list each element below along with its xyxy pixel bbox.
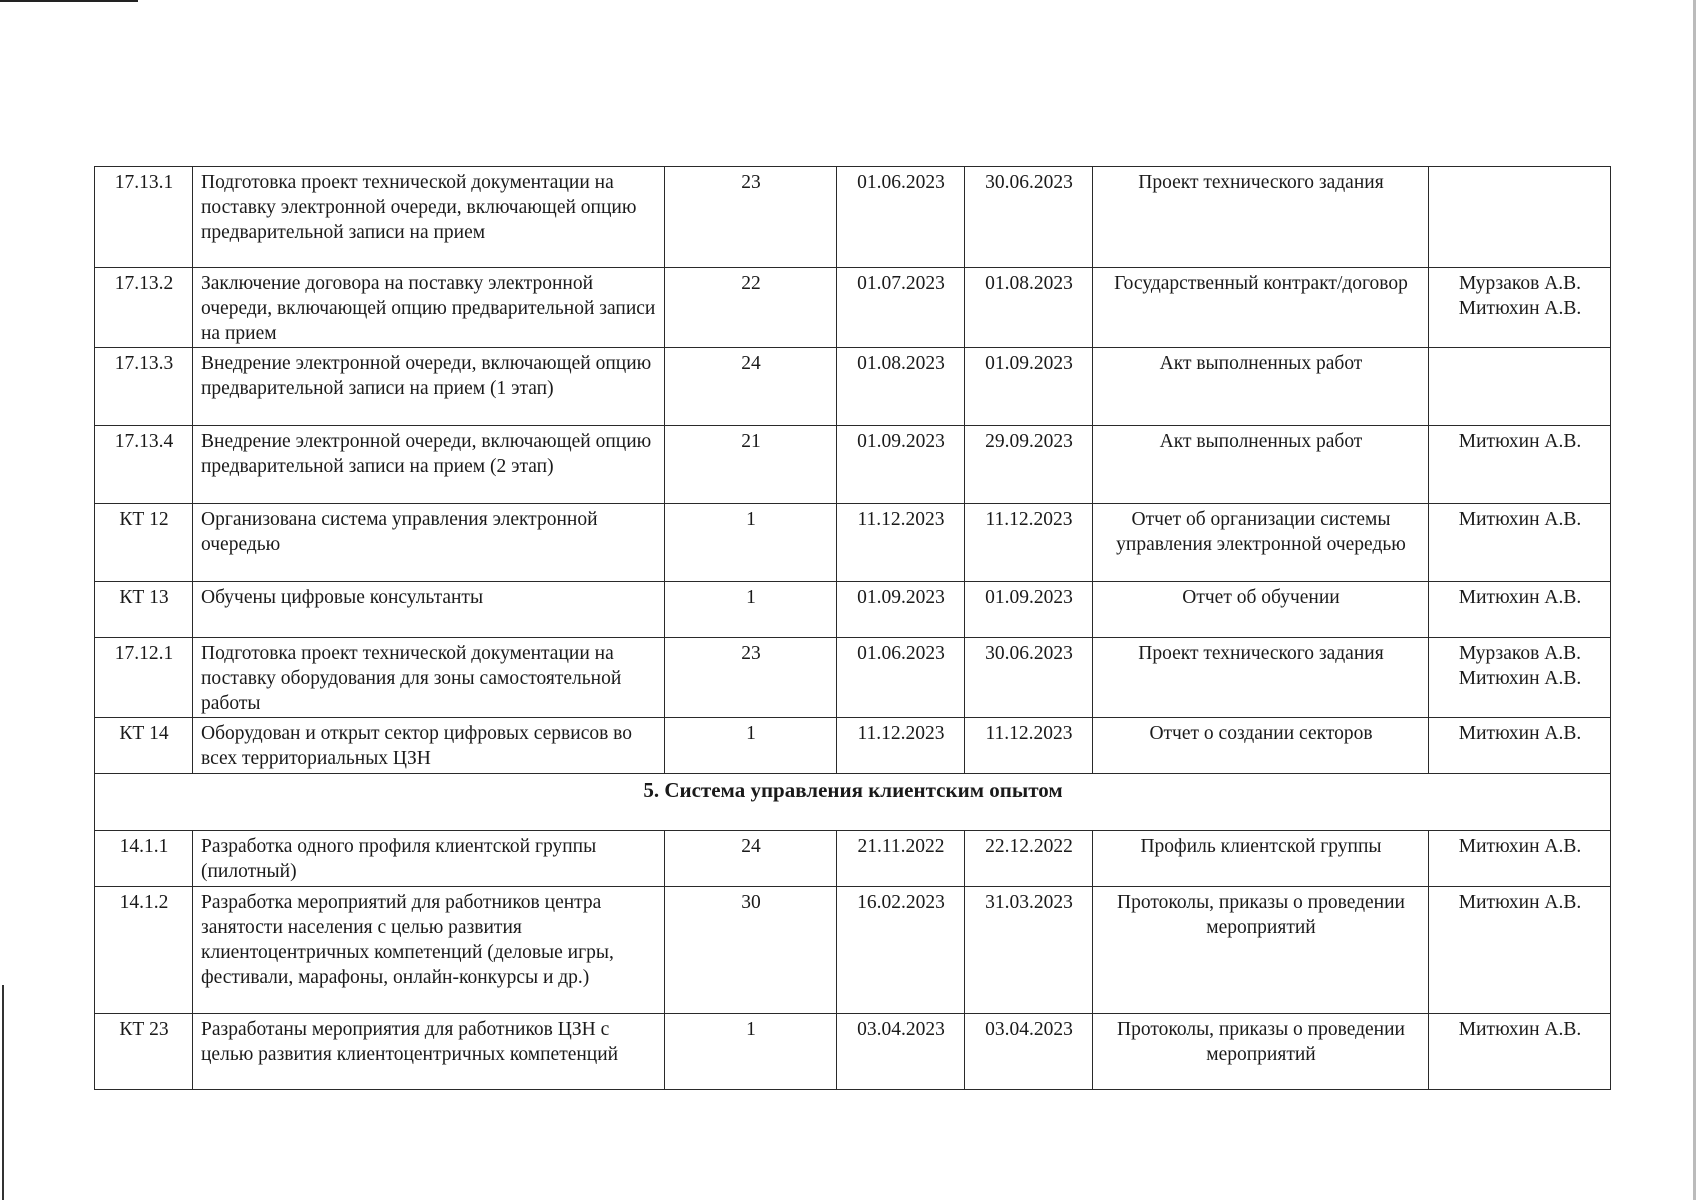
end-date: 11.12.2023 [965,718,1093,774]
end-date: 29.09.2023 [965,426,1093,504]
task-name: Внедрение электронной очереди, включающей опцию предварительной записи на прием (1 этап) [193,348,665,426]
start-date: 21.11.2022 [837,831,965,887]
table-row [95,582,1611,638]
result-document: Проект технического задания [1093,638,1429,718]
result-document: Профиль клиентской группы [1093,831,1429,887]
task-name: Заключение договора на поставку электронной очереди, включающей опцию предварительной записи на прием [193,268,665,348]
result-document: Отчет об организации системы управления электронной очередью [1093,504,1429,582]
duration-days: 21 [665,426,837,504]
table-row [95,348,1611,426]
responsible-person [1429,582,1611,638]
plan-rows-part-1 [95,167,1611,774]
task-code: КТ 13 [95,582,193,638]
task-name: Разработка одного профиля клиентской группы (пилотный) [193,831,665,887]
responsible-name: Митюхин А.В. [1458,836,1582,857]
responsible-person [1429,268,1611,348]
responsible-person [1429,167,1611,268]
task-code: 17.12.1 [95,638,193,718]
responsible-name: Митюхин А.В. [1458,723,1582,744]
responsible-person [1429,638,1611,718]
start-date: 11.12.2023 [837,718,965,774]
section-block [95,774,1611,831]
end-date: 01.08.2023 [965,268,1093,348]
scan-edge-mark-top [0,0,138,2]
plan-rows-part-2 [95,831,1611,1090]
duration-days: 24 [665,831,837,887]
start-date: 11.12.2023 [837,504,965,582]
end-date: 22.12.2022 [965,831,1093,887]
start-date: 03.04.2023 [837,1014,965,1090]
responsible-name: Мурзаков А.В. [1458,643,1582,664]
section-title: 5. Система управления клиентским опытом [95,774,1611,831]
result-document: Отчет об обучении [1093,582,1429,638]
start-date: 01.07.2023 [837,268,965,348]
task-code: 17.13.4 [95,426,193,504]
scan-edge-mark-right [1693,0,1696,1200]
responsible-person [1429,1014,1611,1090]
task-code: 17.13.2 [95,268,193,348]
task-code: КТ 23 [95,1014,193,1090]
table-row [95,426,1611,504]
responsible-person [1429,718,1611,774]
result-document: Отчет о создании секторов [1093,718,1429,774]
duration-days: 24 [665,348,837,426]
task-code: 17.13.3 [95,348,193,426]
duration-days: 1 [665,582,837,638]
end-date: 03.04.2023 [965,1014,1093,1090]
table-row [95,268,1611,348]
task-name: Обучены цифровые консультанты [193,582,665,638]
start-date: 01.06.2023 [837,167,965,268]
table-row [95,638,1611,718]
duration-days: 1 [665,504,837,582]
task-name: Оборудован и открыт сектор цифровых сервисов во всех территориальных ЦЗН [193,718,665,774]
table-row [95,718,1611,774]
duration-days: 1 [665,1014,837,1090]
duration-days: 22 [665,268,837,348]
scan-edge-mark-left [2,985,4,1200]
end-date: 01.09.2023 [965,582,1093,638]
task-name: Внедрение электронной очереди, включающей опцию предварительной записи на прием (2 этап) [193,426,665,504]
table-row [95,887,1611,1014]
responsible-name: Митюхин А.В. [1458,587,1582,608]
task-name: Подготовка проект технической документации на поставку оборудования для зоны самостоятельной работы [193,638,665,718]
responsible-person [1429,887,1611,1014]
responsible-name: Митюхин А.В. [1458,1019,1582,1040]
end-date: 11.12.2023 [965,504,1093,582]
duration-days: 30 [665,887,837,1014]
result-document: Акт выполненных работ [1093,348,1429,426]
task-name: Разработка мероприятий для работников центра занятости населения с целью развития клиентоцентричных компетенций (деловые игры, фестивали, марафоны, онлайн-конкурсы и др.) [193,887,665,1014]
task-code: 14.1.1 [95,831,193,887]
responsible-name: Мурзаков А.В. [1458,273,1582,294]
table-row [95,831,1611,887]
end-date: 30.06.2023 [965,167,1093,268]
task-code: 17.13.1 [95,167,193,268]
project-plan-table [94,166,1611,1090]
start-date: 16.02.2023 [837,887,965,1014]
start-date: 01.09.2023 [837,582,965,638]
duration-days: 1 [665,718,837,774]
result-document: Протоколы, приказы о проведении мероприятий [1093,887,1429,1014]
section-header-row [95,774,1611,831]
table-row [95,1014,1611,1090]
responsible-name: Митюхин А.В. [1458,431,1582,452]
responsible-person [1429,831,1611,887]
result-document: Акт выполненных работ [1093,426,1429,504]
responsible-person [1429,426,1611,504]
task-code: КТ 12 [95,504,193,582]
task-name: Организована система управления электронной очередью [193,504,665,582]
start-date: 01.08.2023 [837,348,965,426]
duration-days: 23 [665,167,837,268]
table-row [95,167,1611,268]
result-document: Проект технического задания [1093,167,1429,268]
task-code: 14.1.2 [95,887,193,1014]
start-date: 01.09.2023 [837,426,965,504]
result-document: Протоколы, приказы о проведении мероприятий [1093,1014,1429,1090]
responsible-person [1429,504,1611,582]
responsible-name: Митюхин А.В. [1458,509,1582,530]
responsible-person [1429,348,1611,426]
start-date: 01.06.2023 [837,638,965,718]
task-name: Подготовка проект технической документации на поставку электронной очереди, включающей опцию предварительной записи на прием [193,167,665,268]
task-name: Разработаны мероприятия для работников ЦЗН с целью развития клиентоцентричных компетенций [193,1014,665,1090]
responsible-name: Митюхин А.В. [1458,298,1582,319]
end-date: 31.03.2023 [965,887,1093,1014]
table-row [95,504,1611,582]
responsible-name: Митюхин А.В. [1458,892,1582,913]
end-date: 30.06.2023 [965,638,1093,718]
duration-days: 23 [665,638,837,718]
result-document: Государственный контракт/договор [1093,268,1429,348]
end-date: 01.09.2023 [965,348,1093,426]
responsible-name: Митюхин А.В. [1458,668,1582,689]
task-code: КТ 14 [95,718,193,774]
